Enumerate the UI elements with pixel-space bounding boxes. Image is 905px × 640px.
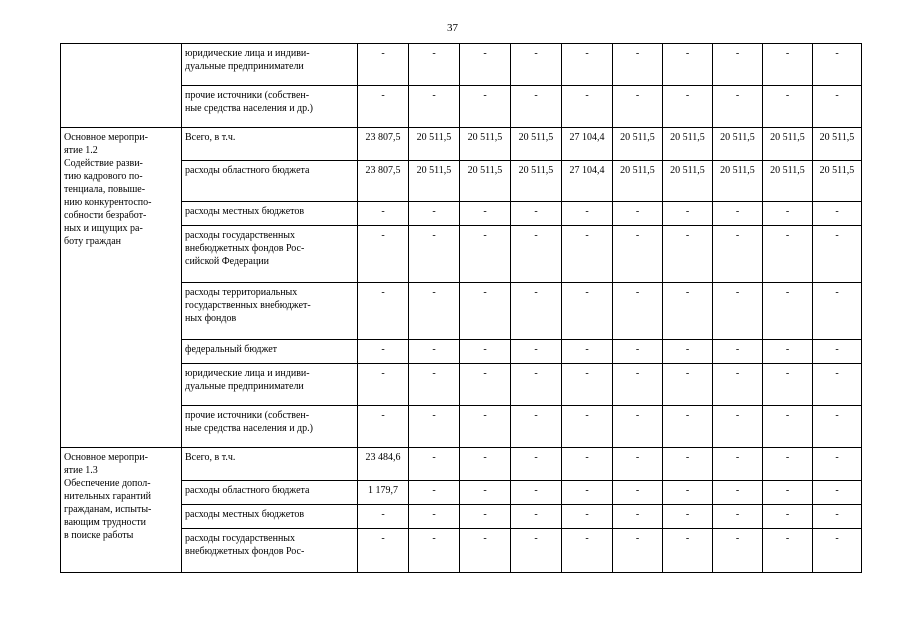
value-cell: -: [763, 340, 813, 364]
value-cell: -: [613, 283, 663, 340]
value-cell: -: [511, 202, 562, 226]
value-cell: -: [613, 448, 663, 481]
event-text-line: Основное меропри-: [64, 452, 148, 463]
value-cell: -: [713, 44, 763, 86]
value-cell: -: [460, 202, 511, 226]
value-cell: -: [763, 202, 813, 226]
table-row: [61, 86, 862, 128]
value-cell: -: [613, 44, 663, 86]
value-cell: -: [813, 340, 862, 364]
event-text-line: Обеспечение допол-: [64, 478, 151, 489]
value-cell: -: [460, 505, 511, 529]
value-cell: -: [663, 481, 713, 505]
funding-source-cell: [182, 283, 358, 340]
funding-source-text-line: Всего, в т.ч.: [185, 452, 236, 463]
value-cell: 23 807,5: [358, 128, 409, 161]
value-cell: 20 511,5: [713, 128, 763, 161]
value-cell: -: [511, 505, 562, 529]
value-cell: -: [358, 406, 409, 448]
value-cell: -: [713, 86, 763, 128]
value-cell: 23 484,6: [358, 448, 409, 481]
value-cell: 20 511,5: [763, 161, 813, 202]
value-cell: -: [763, 481, 813, 505]
value-cell: 20 511,5: [460, 128, 511, 161]
value-cell: -: [663, 340, 713, 364]
event-text-line: ятие 1.3: [64, 465, 98, 476]
event-text-line: в поиске работы: [64, 530, 134, 541]
value-cell: -: [763, 44, 813, 86]
value-cell: -: [511, 226, 562, 283]
value-cell: -: [562, 448, 613, 481]
value-cell: -: [613, 364, 663, 406]
funding-source-text-line: юридические лица и индиви-: [185, 368, 310, 379]
funding-source-cell: [182, 161, 358, 202]
value-cell: -: [813, 529, 862, 573]
funding-source-text-line: прочие источники (собствен-: [185, 410, 310, 421]
value-cell: 27 104,4: [562, 161, 613, 202]
value-cell: -: [763, 86, 813, 128]
funding-source-cell: [182, 86, 358, 128]
value-cell: -: [409, 505, 460, 529]
value-cell: -: [763, 226, 813, 283]
table-row: [61, 128, 862, 161]
funding-source-cell: [182, 481, 358, 505]
value-cell: -: [511, 529, 562, 573]
funding-source-cell: [182, 448, 358, 481]
value-cell: -: [713, 529, 763, 573]
value-cell: 20 511,5: [511, 161, 562, 202]
event-text-line: Основное меропри-: [64, 132, 148, 143]
value-cell: -: [358, 340, 409, 364]
event-cell: [61, 448, 182, 573]
value-cell: -: [562, 529, 613, 573]
value-cell: -: [358, 364, 409, 406]
funding-source-text-line: дуальные предприниматели: [185, 61, 304, 72]
event-text-line: Содействие разви-: [64, 158, 143, 169]
table-row: [61, 406, 862, 448]
value-cell: -: [663, 406, 713, 448]
value-cell: -: [562, 481, 613, 505]
value-cell: -: [663, 364, 713, 406]
funding-source-text-line: дуальные предприниматели: [185, 381, 304, 392]
value-cell: -: [663, 283, 713, 340]
value-cell: -: [460, 406, 511, 448]
value-cell: -: [409, 283, 460, 340]
value-cell: -: [562, 226, 613, 283]
value-cell: -: [460, 283, 511, 340]
value-cell: -: [460, 481, 511, 505]
value-cell: -: [713, 283, 763, 340]
table-row: [61, 448, 862, 481]
event-text-line: боту граждан: [64, 236, 122, 247]
funding-source-text-line: ные средства населения и др.): [185, 423, 313, 434]
event-text-line: нительных гарантий: [64, 491, 152, 502]
value-cell: -: [562, 340, 613, 364]
funding-source-text-line: сийской Федерации: [185, 256, 270, 267]
value-cell: -: [663, 202, 713, 226]
value-cell: -: [460, 44, 511, 86]
value-cell: -: [409, 481, 460, 505]
value-cell: -: [813, 202, 862, 226]
funding-source-text-line: государственных внебюджет-: [185, 300, 311, 311]
event-text-line: собности безработ-: [64, 210, 147, 221]
table-row: [61, 529, 862, 573]
value-cell: -: [813, 481, 862, 505]
value-cell: -: [813, 226, 862, 283]
event-text-line: ятие 1.2: [64, 145, 98, 156]
value-cell: -: [409, 44, 460, 86]
value-cell: -: [813, 364, 862, 406]
value-cell: -: [511, 340, 562, 364]
table-row: [61, 340, 862, 364]
value-cell: -: [562, 202, 613, 226]
value-cell: 20 511,5: [763, 128, 813, 161]
value-cell: -: [460, 448, 511, 481]
value-cell: 27 104,4: [562, 128, 613, 161]
value-cell: -: [763, 505, 813, 529]
funding-source-cell: [182, 364, 358, 406]
value-cell: -: [409, 226, 460, 283]
value-cell: -: [511, 364, 562, 406]
value-cell: -: [409, 406, 460, 448]
funding-source-text-line: расходы областного бюджета: [185, 485, 310, 496]
value-cell: -: [511, 448, 562, 481]
funding-source-cell: [182, 202, 358, 226]
funding-source-cell: [182, 505, 358, 529]
value-cell: -: [613, 340, 663, 364]
value-cell: -: [813, 448, 862, 481]
value-cell: -: [713, 448, 763, 481]
value-cell: -: [663, 448, 713, 481]
value-cell: -: [713, 226, 763, 283]
value-cell: 20 511,5: [663, 128, 713, 161]
value-cell: -: [813, 505, 862, 529]
value-cell: -: [460, 86, 511, 128]
value-cell: -: [409, 448, 460, 481]
funding-source-cell: [182, 340, 358, 364]
value-cell: -: [663, 86, 713, 128]
value-cell: -: [460, 340, 511, 364]
value-cell: -: [813, 86, 862, 128]
value-cell: -: [663, 44, 713, 86]
value-cell: -: [713, 406, 763, 448]
value-cell: -: [562, 283, 613, 340]
value-cell: 20 511,5: [460, 161, 511, 202]
value-cell: -: [713, 364, 763, 406]
value-cell: -: [663, 226, 713, 283]
value-cell: -: [613, 529, 663, 573]
value-cell: -: [613, 505, 663, 529]
value-cell: -: [763, 406, 813, 448]
funding-source-text-line: расходы местных бюджетов: [185, 206, 305, 217]
value-cell: -: [511, 283, 562, 340]
value-cell: -: [358, 283, 409, 340]
value-cell: -: [813, 44, 862, 86]
table-row: [61, 226, 862, 283]
value-cell: -: [460, 226, 511, 283]
value-cell: -: [409, 364, 460, 406]
event-text-line: гражданам, испыты-: [64, 504, 152, 515]
value-cell: -: [358, 529, 409, 573]
value-cell: -: [562, 86, 613, 128]
value-cell: -: [763, 364, 813, 406]
value-cell: 1 179,7: [358, 481, 409, 505]
value-cell: 20 511,5: [613, 128, 663, 161]
value-cell: -: [409, 86, 460, 128]
table-row: [61, 202, 862, 226]
value-cell: -: [663, 529, 713, 573]
value-cell: -: [511, 44, 562, 86]
value-cell: -: [358, 44, 409, 86]
value-cell: 20 511,5: [613, 161, 663, 202]
funding-source-text-line: федеральный бюджет: [185, 344, 278, 355]
value-cell: -: [613, 202, 663, 226]
value-cell: 20 511,5: [409, 128, 460, 161]
value-cell: -: [763, 283, 813, 340]
funding-source-text-line: ные средства населения и др.): [185, 103, 313, 114]
value-cell: -: [358, 86, 409, 128]
event-text-line: тенциала, повыше-: [64, 184, 146, 195]
value-cell: -: [409, 340, 460, 364]
funding-source-cell: [182, 44, 358, 86]
funding-source-text-line: расходы местных бюджетов: [185, 509, 305, 520]
value-cell: -: [713, 202, 763, 226]
event-text-line: вающим трудности: [64, 517, 146, 528]
value-cell: -: [562, 364, 613, 406]
value-cell: -: [713, 481, 763, 505]
value-cell: -: [460, 364, 511, 406]
value-cell: -: [763, 448, 813, 481]
value-cell: -: [409, 529, 460, 573]
page-number: 37: [447, 22, 458, 34]
value-cell: -: [562, 44, 613, 86]
table-row: [61, 364, 862, 406]
funding-source-text-line: расходы государственных: [185, 533, 296, 544]
value-cell: 20 511,5: [813, 161, 862, 202]
value-cell: -: [511, 86, 562, 128]
funding-source-cell: [182, 128, 358, 161]
value-cell: 20 511,5: [813, 128, 862, 161]
event-cell: [61, 128, 182, 448]
value-cell: -: [460, 529, 511, 573]
event-text-line: ных и ищущих ра-: [64, 223, 143, 234]
funding-source-text-line: расходы областного бюджета: [185, 165, 310, 176]
funding-source-text-line: юридические лица и индиви-: [185, 48, 310, 59]
value-cell: -: [562, 406, 613, 448]
value-cell: -: [613, 481, 663, 505]
event-cell: [61, 44, 182, 128]
funding-source-text-line: ных фондов: [185, 313, 237, 324]
funding-source-text-line: расходы государственных: [185, 230, 296, 241]
value-cell: 20 511,5: [409, 161, 460, 202]
value-cell: -: [613, 86, 663, 128]
event-text-line: тию кадрового по-: [64, 171, 143, 182]
value-cell: -: [813, 406, 862, 448]
value-cell: 20 511,5: [713, 161, 763, 202]
budget-table: [60, 43, 862, 573]
value-cell: -: [713, 340, 763, 364]
table-row: [61, 44, 862, 86]
value-cell: -: [562, 505, 613, 529]
table-row: [61, 161, 862, 202]
value-cell: -: [763, 529, 813, 573]
value-cell: -: [713, 505, 763, 529]
value-cell: -: [358, 202, 409, 226]
value-cell: 23 807,5: [358, 161, 409, 202]
table-row: [61, 505, 862, 529]
funding-source-text-line: внебюджетных фондов Рос-: [185, 243, 305, 254]
funding-source-cell: [182, 226, 358, 283]
value-cell: -: [511, 406, 562, 448]
value-cell: -: [358, 505, 409, 529]
value-cell: -: [613, 406, 663, 448]
funding-source-cell: [182, 529, 358, 573]
funding-source-text-line: расходы территориальных: [185, 287, 298, 298]
event-text-line: нию конкурентоспо-: [64, 197, 152, 208]
funding-source-cell: [182, 406, 358, 448]
funding-source-text-line: внебюджетных фондов Рос-: [185, 546, 305, 557]
table-row: [61, 283, 862, 340]
value-cell: -: [511, 481, 562, 505]
value-cell: -: [409, 202, 460, 226]
value-cell: -: [663, 505, 713, 529]
value-cell: -: [813, 283, 862, 340]
funding-source-text-line: прочие источники (собствен-: [185, 90, 310, 101]
value-cell: 20 511,5: [511, 128, 562, 161]
table-row: [61, 481, 862, 505]
value-cell: -: [613, 226, 663, 283]
funding-source-text-line: Всего, в т.ч.: [185, 132, 236, 143]
value-cell: 20 511,5: [663, 161, 713, 202]
value-cell: -: [358, 226, 409, 283]
